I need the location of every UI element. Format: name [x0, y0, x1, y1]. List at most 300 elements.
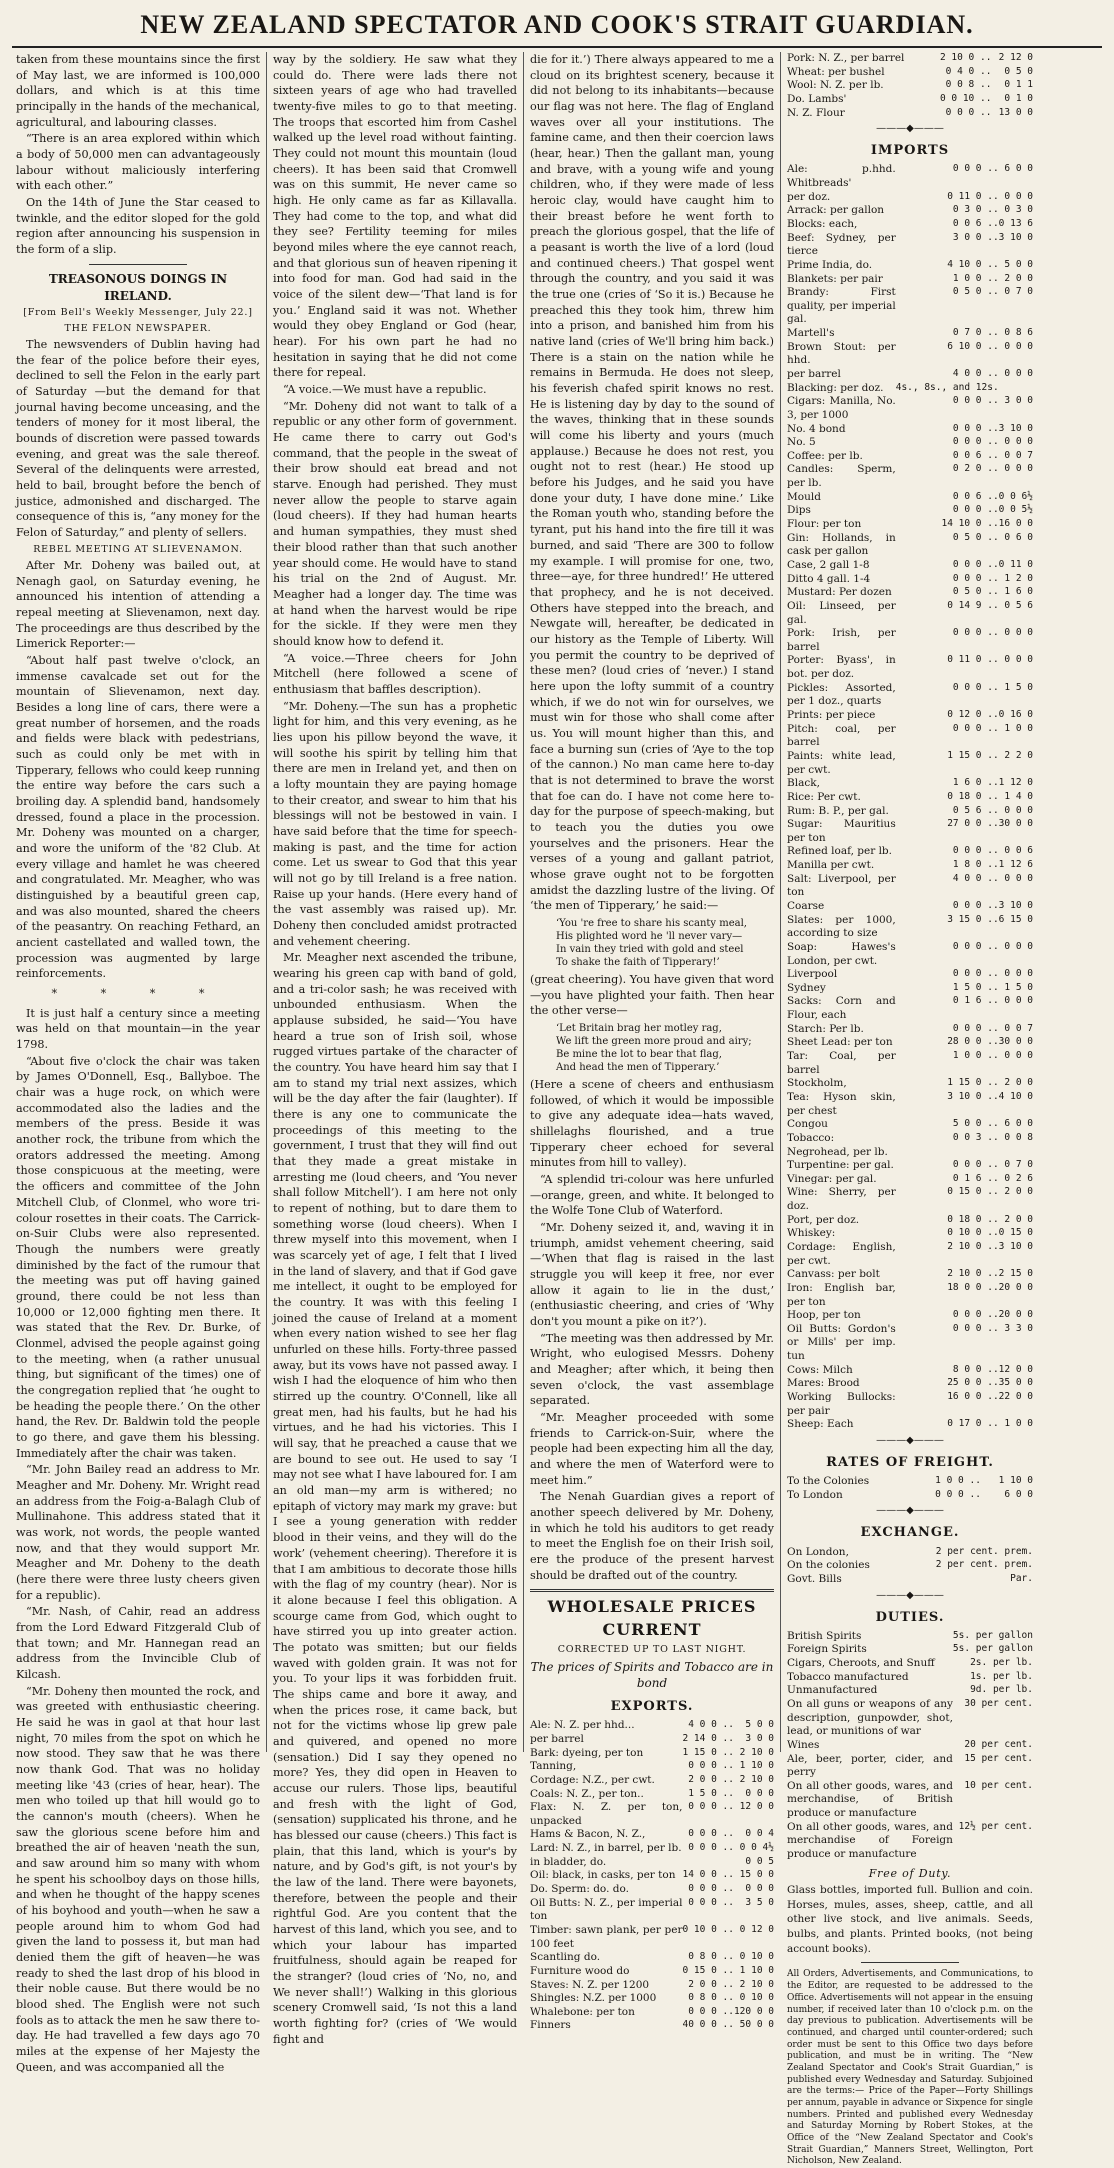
- price-row: [787, 1173, 1033, 1187]
- item-price: 20 0 0: [998, 1309, 1033, 1321]
- article-text: (Here a scene of cheers and enthusiasm followed, of which it would be impossible to give any adequate idea—hats waved, shillelaghs flourished, and a true Tipperary cheer echoed for several minutes from hill to valley).: [530, 1077, 774, 1170]
- price-row: [787, 723, 1033, 750]
- item-price: 0 0 0 ..: [688, 1760, 734, 1772]
- item-price: 0 12 0: [739, 1923, 774, 1935]
- item-name: Oil: Linseed, per gal.: [787, 599, 896, 626]
- item-name: Furniture wood do: [530, 1964, 630, 1977]
- article-text: “About five o'clock the chair was taken by James O'Donnell, Esq., Ballyboe. The chair was a huge rock, on which were accommodated also the ladies and the members of the press. Beside it was another rock, the tribune from which the orators addressed the meeting. Among those conspicuous at the meeting, were the officers and committee of the John Mitchell Club, of Clonmel, who wore tri-colour rosettes in their coats. The Carrick-on-Suir Clubs were also represented. Though the numbers were greatly diminished by the fact of the rumour that the meeting was put off having gained ground, there could be not less than 10,000 or 12,000 fighting men there. It was stated that the Rev. Dr. Burke, of Clonmel, advised the people against going to the meeting, when (a rather unusual thing, but significant of the times) one of the congregation replied that ‘he ought to be heading the people there.’ On the other hand, the Rev. Dr. Baldwin told the people to go there, and gave them his blessing. Immediately after the chair was taken.: [16, 1054, 260, 1460]
- item-price: 4s., 8s., and 12s.: [895, 381, 999, 393]
- price-row: [530, 1733, 774, 1747]
- article-text: “A voice.—We must have a republic.: [283, 383, 487, 397]
- price-row: [787, 504, 1033, 518]
- item-name: On London,: [787, 1545, 849, 1558]
- price-row: [787, 1036, 1033, 1050]
- item-name: Tobacco manufactured: [787, 1670, 909, 1683]
- item-name: Mustard: Per dozen: [787, 586, 892, 599]
- item-price: 2 10 0: [739, 1746, 774, 1758]
- prices-note: The prices of Spirits and Tobacco are in bond: [530, 1659, 774, 1691]
- item-price: 16 0 0: [998, 518, 1033, 530]
- article-text: After Mr. Doheny was bailed out, at Nenagh gaol, on Saturday evening, he announced his intention of attending a repeal meeting at Slievenamon, next day. The proceedings are thus described by the Limerick Reporter:—: [16, 558, 260, 651]
- item-name: Bark: dyeing, per ton: [530, 1746, 644, 1759]
- item-price: 0 7 0: [1004, 286, 1033, 298]
- price-row: [530, 1924, 774, 1951]
- item-price: 0 0 8 ..: [945, 79, 992, 91]
- item-price: 0 0 0: [1004, 368, 1033, 379]
- item-price: 5 0 0: [1004, 258, 1033, 270]
- item-price: 0 8 0 ..: [688, 1951, 734, 1963]
- item-name: N. Z. Flour: [787, 106, 845, 119]
- item-price: 0 8 6: [1004, 327, 1033, 339]
- article-text: “Mr. John Bailey read an address to Mr. Meagher and Mr. Doheny. Mr. Wright read an address from the Foig-a-Balagh Club of Mullinahone. This address stated that it was work, not words, the people wanted now, and that they would support Mr. Meagher and Mr. Doheny to the death (here there were three lusty cheers given for a republic).: [16, 1463, 260, 1602]
- verse-line: Be mine the lot to bear that flag,: [556, 1048, 722, 1060]
- item-price: 0 2 0 ..: [952, 463, 999, 475]
- verse-line: To shake the faith of Tipperary!’: [556, 956, 720, 968]
- item-price: 0 0 0 ..: [952, 1309, 999, 1321]
- item-price: 0 1 6 ..: [952, 1172, 999, 1184]
- price-row: [787, 859, 1033, 873]
- item-price: 1 0 0: [1004, 722, 1033, 734]
- item-price: 0 0 0 ..: [952, 1159, 999, 1171]
- item-price: 0 0 0 ..: [688, 1896, 734, 1908]
- price-row: [787, 518, 1033, 532]
- item-price: Par.: [1010, 1572, 1033, 1584]
- item-name: On all guns or weapons of any description, gunpowder, shot, lead, or munitions of war: [787, 1697, 953, 1738]
- item-price: 1 0 0 ..: [935, 1475, 981, 1487]
- item-price: 2 10 0: [739, 1978, 774, 1990]
- verse-line: In vain they tried with gold and steel: [556, 943, 744, 955]
- item-price: 2 0 0 ..: [688, 1773, 734, 1785]
- price-row: [787, 1559, 1033, 1573]
- prices-subtitle: CORRECTED UP TO LAST NIGHT.: [557, 1644, 747, 1656]
- item-price: 2 0 0: [1004, 1213, 1033, 1225]
- item-price: 2 10 0 ..: [947, 1241, 999, 1252]
- article-text: Mr. Meagher next ascended the tribune, wearing his green cap with band of gold, and a tri-color sash; he was received with unbounded enthusiasm. When the applause subsided, he said—‘You have heard a true son of Irish soil, whose rugged virtues partake of the character of the country. You have heard him say that I am to stand my trial next assizes, which will be the day after the fair (laughter). If there is any one to communicate the proceedings of this meeting to the government, I trust that they will find out that they made a great mistake in arresting me (loud cheers, and ‘You never shall follow Mitchell’). I am here not only to repent of nothing, but to dare them to something worse (loud cheers). When I threw myself into this movement, when I was scarcely yet of age, I felt that I lived in the land of slavery, and that if God gave me intellect, it ought to be employed for the country. It was with this feeling I joined the cause of Ireland at a moment when every nation wished to see her flag unfurled on these hills. Forty-three passed away, but its vows have not passed away. I wish I had the eloquence of him who then stirred up the country. O'Connell, like all great men, had his faults, but he had his virtues, and he had his victories. This I will say, that he preached a cause that we are bound to see out. He used to say ‘I may not see what I have laboured for. I am an old man—my arm is withered; no epitaph of victory may mark my grave: but I see a young generation with redder blood in their veins, and they will do the work’ (vehement cheering). Therefore it is that I am ambitious to decorate those hills with the flag of my country (hear). Nor is it alone because I feel this obligation. A scourge came from God, which ought to have stirred you up into greater action. The potato was smitten; but our fields waved with golden grain. It was not for you. To your lips it was forbidden fruit. The ships came and bore it away, and when the prices rose, it came back, but not for the victims whose lip grew pale and quivered, and opened no more (sensation.) Did I say they opened no more? Yes, they did open in Heaven to accuse our rulers. Those lips, beautiful and fresh with the light of God, (sensation) supplicated his throne, and he has blessed our cause (cheers.) This fact is plain, that this land, which is your's by nature, and by God's gift, is not your's by the law of the land. There were bayonets, therefore, between the people and their rightful God. Are you content that the harvest of this land, which you see, and to which your labour has imparted fruitfulness, should again be reaped for the stranger? (loud cries of ‘No, no, and We never shall!’) Walking in this glorious scenery Cromwell said, ‘Is not this a land worth fighting for? (cries of ‘We would fight and: [273, 951, 517, 2046]
- divider: ———◆———: [876, 1589, 944, 1601]
- item-price: 28 0 0 ..: [947, 1036, 999, 1048]
- item-price: 0 7 0: [1004, 1159, 1033, 1171]
- item-name: Case, 2 gall 1-8: [787, 558, 870, 571]
- item-price: 0 0 4½: [739, 1842, 774, 1854]
- item-price: 3 10 0: [998, 1241, 1033, 1252]
- item-price: 0 2 6: [1004, 1172, 1033, 1184]
- item-name: Tea: Hyson skin, per chest: [787, 1090, 896, 1117]
- price-row: [787, 600, 1033, 627]
- item-name: To London: [787, 1488, 843, 1501]
- price-row: [787, 491, 1033, 505]
- price-row: [787, 1780, 1033, 1821]
- item-name: per doz.: [787, 190, 831, 203]
- item-name: Coffee: per lb.: [787, 449, 863, 462]
- item-name: Prints: per piece: [787, 709, 876, 722]
- item-price: 1 10 0: [739, 1760, 774, 1772]
- price-row: [787, 1132, 1033, 1159]
- item-price: 3 5 0: [745, 1896, 774, 1908]
- item-name: Blacking: per doz.: [787, 381, 884, 394]
- item-price: 13 0 0: [998, 106, 1033, 118]
- item-name: Govt. Bills: [787, 1572, 842, 1585]
- item-price: 0 0 7: [1004, 1022, 1033, 1034]
- price-row: [787, 341, 1033, 368]
- item-name: Ale, beer, porter, cider, and perry: [787, 1752, 953, 1779]
- price-row: [787, 79, 1033, 93]
- item-name: Hams & Bacon, N. Z.,: [530, 1828, 646, 1841]
- item-price: 4 0 0 ..: [952, 368, 999, 379]
- article-source: [From Bell's Weekly Messenger, July 22.]: [23, 307, 253, 319]
- divider: [530, 1589, 774, 1592]
- item-price: 0 0 5½: [998, 504, 1033, 516]
- price-row: [787, 1282, 1033, 1309]
- item-price: 0 13 6: [998, 217, 1033, 229]
- item-name: Scantling do.: [530, 1951, 601, 1964]
- item-price: 1 12 6: [998, 859, 1033, 871]
- item-price: 0 0 0: [1004, 804, 1033, 816]
- item-price: 0 0 0 ..: [952, 1322, 999, 1334]
- price-row: [530, 1856, 774, 1870]
- item-price: 12 0 0: [998, 1363, 1033, 1375]
- item-name: Hoop, per ton: [787, 1309, 861, 1322]
- price-row: [787, 1630, 1033, 1644]
- item-price: 1 5 0 ..: [688, 1787, 734, 1799]
- price-row: [787, 93, 1033, 107]
- item-price: 2 10 0 ..: [939, 52, 992, 63]
- item-price: 0 0 0 ..: [952, 627, 999, 639]
- price-row: [530, 1979, 774, 1993]
- item-price: 0 10 0 ..: [682, 1923, 734, 1935]
- item-name: Flax: N. Z. per ton, unpacked: [530, 1801, 683, 1827]
- item-name: Stockholm,: [787, 1077, 847, 1090]
- item-name: Wool: N. Z. per lb.: [787, 79, 884, 92]
- article-text: “Mr. Doheny did not want to talk of a republic or any other form of government. He came there to carry out God's command, that the people in the sweat of their brow should eat bread and not starve. Enough had perished. They must never allow the people to starve again (loud cheers). If they had human hearts and human sympathies, they must shed their blood rather than that such another year should come. He would have to stand his trial on the 2nd of August. Mr. Meagher had a longer day. The time was at hand when the harvest would be ripe for the sickle. If they were men they should know how to defend it.: [273, 399, 517, 648]
- item-price: 14 0 0 ..: [682, 1869, 734, 1881]
- item-price: 0 1 0: [1004, 92, 1033, 104]
- item-price: 0 3 0 ..: [952, 204, 999, 216]
- price-row: [787, 1077, 1033, 1091]
- exports-table: [530, 1719, 774, 2033]
- price-row: [787, 1391, 1033, 1418]
- item-name: Martell's: [787, 327, 835, 340]
- item-name: Liverpool: [787, 968, 838, 981]
- duties-title: DUTIES.: [875, 1609, 945, 1625]
- item-name: Flour: per ton: [787, 518, 862, 531]
- divider: ———◆———: [876, 1434, 944, 1446]
- price-row: [787, 941, 1033, 968]
- verse-line: ‘You 're free to share his scanty meal,: [556, 917, 747, 929]
- item-price: 0 5 0 ..: [952, 531, 999, 543]
- item-price: 0 0 0 ..: [952, 436, 999, 448]
- item-price: 2 15 0: [998, 1268, 1033, 1280]
- item-price: 3 0 0: [1004, 395, 1033, 407]
- item-name: Pitch: coal, per barrel: [787, 722, 896, 749]
- price-row: [530, 1951, 774, 1965]
- item-name: Shingles: N.Z. per 1000: [530, 1992, 657, 2005]
- item-price: 4 0 0 ..: [688, 1719, 734, 1731]
- price-row: [530, 1774, 774, 1788]
- item-price: 25 0 0 ..: [947, 1377, 999, 1389]
- price-row: [787, 1023, 1033, 1037]
- item-name: Paints: white lead, per cwt.: [787, 749, 896, 776]
- item-price: 1 2 0: [1004, 572, 1033, 584]
- item-name: Cows: Milch: [787, 1363, 853, 1376]
- item-price: 0 5 6: [1004, 599, 1033, 611]
- article-subhead: REBEL MEETING AT SLIEVENAMON.: [33, 543, 243, 555]
- item-price: 0 0 0 ..: [952, 681, 999, 693]
- item-name: Sugar: Mauritius per ton: [787, 818, 896, 844]
- item-price: 1 15 0 ..: [947, 1077, 999, 1089]
- item-name: Sheep: Each: [787, 1418, 854, 1431]
- price-row: [787, 1671, 1033, 1685]
- article-text: “Mr. Doheny then mounted the rock, and was greeted with enthusiastic cheering. He said he was in gaol at that hour last night, 70 miles from the spot on which he now stood. They saw that he was there now thank God. That was no holiday meeting like '43 (cries of hear, hear). The men who toiled up that hill would go to the cannon's mouth (cheers). When he saw the glorious scene before him and breathed the air of heaven 'neath the sun, and saw around him so many with whom he spent his schoolboy days on those hills, and when he thought of the happy scenes of his boyhood and youth—when he saw a people around him to whom God had given the land to possess it, but man had denied them the gift of heaven—he was ready to shed the last drop of his blood in their noble cause. But there would be no blood shed. The English were not such fools as to attack the men he saw there to-day. He had travelled a few days ago 70 miles at the expense of her Majesty the Queen, and was accompanied all the: [16, 1684, 260, 2074]
- item-name: Port, per doz.: [787, 1213, 860, 1226]
- price-row: [787, 654, 1033, 681]
- item-price: 22 0 0: [998, 1391, 1033, 1403]
- item-name: Do. Sperm: do. do.: [530, 1883, 629, 1896]
- item-price: 3 0 0 ..: [952, 231, 999, 243]
- section-stars: * * * *: [51, 987, 225, 1001]
- item-price: 2 0 0: [1004, 1077, 1033, 1089]
- item-price: 0 15 0: [998, 1227, 1033, 1239]
- item-name: Turpentine: per gal.: [787, 1159, 894, 1172]
- item-price: 3 10 0: [998, 422, 1033, 434]
- item-price: 2 0 0: [1004, 1186, 1033, 1198]
- item-price: 1 8 0 ..: [952, 859, 999, 871]
- item-price: 0 5 6 ..: [952, 804, 999, 816]
- item-name: Black,: [787, 777, 820, 790]
- item-price: 0 11 0 ..: [947, 190, 999, 202]
- item-price: 0 11 0 ..: [947, 654, 999, 666]
- item-name: Refined loaf, per lb.: [787, 845, 892, 858]
- item-price: 1 0 0: [1004, 1418, 1033, 1430]
- item-name: Timber: sawn plank, per per 100 feet: [530, 1923, 683, 1950]
- item-price: 2 2 0: [1004, 749, 1033, 761]
- price-row: [787, 52, 1033, 66]
- price-row: [787, 1227, 1033, 1241]
- item-price: 0 0 0: [745, 1883, 774, 1895]
- price-row: [787, 1186, 1033, 1213]
- item-price: 0 0 8: [1004, 1131, 1033, 1143]
- item-price: 0 0 0: [1004, 654, 1033, 666]
- price-row: [787, 586, 1033, 600]
- item-name: British Spirits: [787, 1629, 862, 1642]
- item-name: Pickles: Assorted, per 1 doz., quarts: [787, 681, 896, 708]
- item-name: Oil: black, in casks, per ton: [530, 1869, 676, 1882]
- price-row: [787, 463, 1033, 490]
- item-price: 5s. per gallon: [952, 1643, 1033, 1655]
- divider: [861, 1962, 959, 1963]
- price-row: [787, 1546, 1033, 1560]
- item-price: 0 14 9 ..: [947, 599, 999, 611]
- price-row: [787, 1418, 1033, 1432]
- item-name: On all other goods, wares, and merchandise, of British produce or manufacture: [787, 1779, 953, 1820]
- item-price: 0 15 0 ..: [682, 1964, 734, 1976]
- item-price: 50 0 0: [739, 2019, 774, 2031]
- item-price: 120 0 0: [733, 2005, 774, 2017]
- item-price: 0 4 0 ..: [945, 65, 992, 77]
- item-price: 0 1 1: [1004, 79, 1033, 91]
- price-row: [787, 1739, 1033, 1753]
- masthead: NEW ZEALAND SPECTATOR AND COOK'S STRAIT GUARDIAN.: [140, 10, 974, 39]
- price-row: [787, 1268, 1033, 1282]
- price-row: [530, 1992, 774, 2006]
- article-text: It is just half a century since a meeting was held on that mountain—in the year 1798.: [16, 1006, 260, 1052]
- item-name: Mares: Brood: [787, 1377, 860, 1390]
- price-row: [787, 107, 1033, 121]
- prices-title: WHOLESALE PRICES CURRENT: [547, 1597, 757, 1639]
- item-price: 1 4 0: [1004, 790, 1033, 802]
- price-row: [530, 1965, 774, 1979]
- verse-2: [530, 1022, 774, 1074]
- item-price: 1 12 0: [998, 777, 1033, 789]
- item-price: 0 10 0: [739, 1992, 774, 2004]
- item-name: Working Bullocks: per pair: [787, 1391, 896, 1417]
- item-name: Rice: Per cwt.: [787, 790, 861, 803]
- article-text: “About half past twelve o'clock, an immense cavalcade set out for the mountain of Slievenamon, next day. Besides a long line of cars, there were a great number of horsemen, and the roads and fields were black with pedestrians, such as could only be met with in Tipperary, fellows who could keep running the entire way before the cars such a broiling day. A splendid band, handsomely dressed, found a place in the procession. Mr. Doheny was mounted on a charger, and wore the uniform of the '82 Club. At every village and hamlet he was cheered and congratulated. Mr. Meagher, who was distinguished by a beautiful green cap, and was also mounted, shared the cheers of the peasantry. On reaching Fethard, an ancient castellated and walled town, the procession was augmented by large reinforcements.: [16, 653, 260, 981]
- item-name: Prime India, do.: [787, 258, 873, 271]
- item-price: 2 12 0: [998, 52, 1033, 63]
- item-price: 35 0 0: [998, 1377, 1033, 1389]
- item-name: Sacks: Corn and Flour, each: [787, 995, 896, 1022]
- item-name: Blankets: per pair: [787, 272, 883, 285]
- divider: ———◆———: [876, 1505, 944, 1517]
- exports-title: EXPORTS.: [610, 1699, 694, 1715]
- exports-continued-table: [787, 52, 1033, 120]
- article-text: “Mr. Meagher proceeded with some friends to Carrick-on-Suir, where the people had been expecting him all the day, and where the men of Waterford were to meet him.”: [530, 1411, 774, 1487]
- item-price: 0 0 0 ..: [952, 722, 999, 734]
- item-name: Rum: B. P., per gal.: [787, 804, 889, 817]
- item-name: Cordage: English, per cwt.: [787, 1241, 896, 1267]
- price-row: [530, 1842, 774, 1856]
- item-price: 3 10 0: [998, 899, 1033, 911]
- item-name: Starch: Per lb.: [787, 1022, 864, 1035]
- item-price: 3 15 0 ..: [947, 913, 999, 925]
- article-text: “There is an area explored within which a body of 50,000 men can advantageously labour without maliciously interfering with each other.”: [16, 132, 260, 193]
- item-price: 12½ per cent.: [958, 1820, 1033, 1832]
- item-price: 6 0 0: [1004, 1488, 1033, 1500]
- article-text: “Mr. Doheny seized it, and, waving it in triumph, amidst vehement cheering, said—‘When that flag is raised in the last struggle you will keep it free, nor ever allow it again to lie in the dust,’ (enthusiastic cheering, and cries of ‘Why don't you mount a pike on it?’).: [530, 1221, 774, 1329]
- price-row: [787, 1377, 1033, 1391]
- duties-table: [787, 1630, 1033, 1862]
- item-price: 2s. per lb.: [970, 1657, 1033, 1669]
- item-name: No. 5: [787, 436, 816, 449]
- price-row: [787, 750, 1033, 777]
- price-row: [787, 1821, 1033, 1862]
- item-name: Cigars: Manilla, No. 3, per 1000: [787, 395, 896, 421]
- price-row: [787, 163, 1033, 190]
- exchange-title: EXCHANGE.: [860, 1525, 960, 1541]
- item-price: 0 0 0: [1004, 627, 1033, 639]
- item-price: 0 0 0 ..: [688, 1842, 734, 1854]
- item-name: Gin: Hollands, in cask per gallon: [787, 531, 896, 558]
- item-price: 0 0 6 ..: [952, 490, 999, 502]
- item-price: 1 5 0 ..: [952, 981, 999, 993]
- item-price: 0 8 0 ..: [688, 1992, 734, 2004]
- item-name: Ale: p.hhd. Whitbreads': [787, 163, 896, 190]
- price-row: [787, 873, 1033, 900]
- item-price: 6 10 0 ..: [947, 340, 999, 352]
- item-price: 1 6 0 ..: [952, 777, 999, 789]
- item-name: Staves: N. Z. per 1200: [530, 1978, 650, 1991]
- price-row: [787, 423, 1033, 437]
- item-name: Sheet Lead: per ton: [787, 1036, 893, 1049]
- item-price: 0 0 5: [745, 1855, 774, 1867]
- item-price: 9d. per lb.: [970, 1684, 1033, 1696]
- price-row: [787, 259, 1033, 273]
- price-row: [530, 1883, 774, 1897]
- article-text: (great cheering). You have given that word—you have plighted your faith. Then hear the other verse—: [530, 972, 774, 1018]
- item-name: Do. Lambs': [787, 92, 847, 105]
- article-text: The newsvenders of Dublin having had the fear of the police before their eyes, declined to sell the Felon in the early part of Saturday —but the demand for that journal having become unceasing, and the tenders of money for it most liberal, the bounds of discretion were passed towards evening, and great was the sale thereof. Several of the delinquents were arrested, held to bail, brought before the bench of justice, admonished and discharged. The consequence of this is, “any money for the Felon of Saturday,” and plenty of sellers.: [16, 337, 260, 539]
- item-name: Ale: N. Z. per hhd...: [530, 1719, 635, 1732]
- item-price: 0 5 0 ..: [952, 286, 999, 298]
- verse-line: We lift the green more proud and airy;: [556, 1035, 752, 1047]
- verse-line: His plighted word he 'll never vary—: [556, 930, 743, 942]
- item-price: 3 10 0 ..: [947, 1090, 999, 1102]
- price-row: [787, 1091, 1033, 1118]
- imports-title: IMPORTS: [870, 143, 950, 159]
- publication-notice: All Orders, Advertisements, and Communications, to the Editor, are requested to be addressed to the Office. Advertisements will not appear in the ensuing number, if received later than 10 o'clock p.m. on the day previous to publication. Advertisements will be continued, and charged until counter-ordered; such order must be sent to this Office two days before publication, and must be in writing. The “New Zealand Spectator and Cook's Strait Guardian,” is published every Wednesday and Saturday. Subjoined are the terms:— Price of the Paper—Forty Shillings per annum, payable in advance or Sixpence for single numbers. Printed and published every Wednesday and Saturday Morning by Robert Stokes, at the Office of the “New Zealand Spectator and Cook's Strait Guardian,” Manners Street, Wellington, Port Nicholson, New Zealand.: [787, 1969, 1033, 2167]
- price-row: [787, 777, 1033, 791]
- column-2: [267, 52, 524, 2046]
- item-name: Oil Butts: N. Z., per imperial ton: [530, 1896, 683, 1923]
- price-row: [787, 914, 1033, 941]
- price-row: [787, 66, 1033, 80]
- item-name: Whiskey:: [787, 1227, 836, 1240]
- item-price: 0 10 0: [739, 1951, 774, 1963]
- item-name: No. 4 bond: [787, 422, 846, 435]
- item-name: Brown Stout: per hhd.: [787, 340, 896, 367]
- item-name: Salt: Liverpool, per ton: [787, 872, 896, 899]
- item-price: 40 0 0 ..: [682, 2019, 734, 2031]
- article-text: “Mr. Doheny.—The sun has a prophetic light for him, and this very evening, as he lies upon his pillow beyond the wave, it will soothe his spirit by telling him that there are men in Ireland yet, and then on a lofty mountain they are paying homage to their creator, and swear to him that his blessings will not be bestowed in vain. I have said before that the time for speech-making is past, and the time for action come. Let us swear to God that this year will not go by till Ireland is a free nation. Raise up your hands. (Here every hand of the vast assembly was raised up). Mr. Doheny then concluded amidst protracted and vehement cheering.: [273, 699, 517, 948]
- item-price: 1 0 0 ..: [952, 1050, 999, 1062]
- item-price: 15 per cent.: [964, 1752, 1033, 1764]
- item-price: 0 0 6 ..: [952, 449, 999, 461]
- item-price: 0 0 0 ..: [688, 1883, 734, 1895]
- item-name: Vinegar: per gal.: [787, 1172, 877, 1185]
- item-price: 0 0 0 ..: [935, 1488, 981, 1500]
- item-name: Slates: per 1000, according to size: [787, 913, 896, 940]
- imports-table: [787, 163, 1033, 1432]
- price-row: [787, 573, 1033, 587]
- price-row: [530, 1719, 774, 1733]
- item-price: 15 0 0: [739, 1869, 774, 1881]
- free-of-duty-title: Free of Duty.: [868, 1866, 952, 1880]
- item-name: Sydney: [787, 981, 826, 994]
- item-name: in bladder, do.: [530, 1855, 607, 1868]
- item-price: 0 0 0: [1004, 995, 1033, 1007]
- article-text: way by the soldiery. He saw what they could do. There were lads there not sixteen years of age who had travelled twenty-five miles to go to that meeting. The troops that escorted him from Cashel walked up the level road without fainting. They could not mount this mountain (loud cheers). It has been said that Cromwell was on this summit, He never came so high. He only came as far as Killavalla. They had come to the top, and what did they see? Fertility teeming for miles beyond miles where the eye cannot reach, and that glorious sun of heaven ripening it into food for man. God had said in the voice of the silent dew—‘That land is for you.’ England said it was not. Whether would they obey England or God (hear, hear). For his own part he had no hesitation in saying that he did not come there for repeal.: [273, 53, 517, 380]
- item-price: 0 0 0: [1004, 968, 1033, 980]
- item-price: 2 0 0 ..: [688, 1978, 734, 1990]
- item-price: 0 0 0 ..: [952, 1022, 999, 1034]
- item-price: 1 10 0: [739, 1964, 774, 1976]
- item-price: 0 6 0: [1004, 531, 1033, 543]
- item-price: 0 0 0: [1004, 1050, 1033, 1062]
- item-price: 0 0 6 ..: [952, 217, 999, 229]
- item-price: 0 5 0: [1004, 65, 1033, 77]
- price-row: [530, 2006, 774, 2020]
- price-row: [530, 2019, 774, 2033]
- item-name: Whalebone: per ton: [530, 2005, 635, 2018]
- column-3: [524, 52, 781, 2032]
- price-row: [787, 1309, 1033, 1323]
- article-text: “A voice.—Three cheers for John Mitchell (here followed a scene of enthusiasm that baffles description).: [273, 651, 517, 696]
- item-price: 0 3 0: [1004, 204, 1033, 216]
- item-name: Tar: Coal, per barrel: [787, 1050, 896, 1076]
- item-name: Wheat: per bushel: [787, 65, 885, 78]
- price-row: [787, 327, 1033, 341]
- price-row: [787, 1489, 1033, 1503]
- item-price: 0 10 0 ..: [947, 1227, 999, 1239]
